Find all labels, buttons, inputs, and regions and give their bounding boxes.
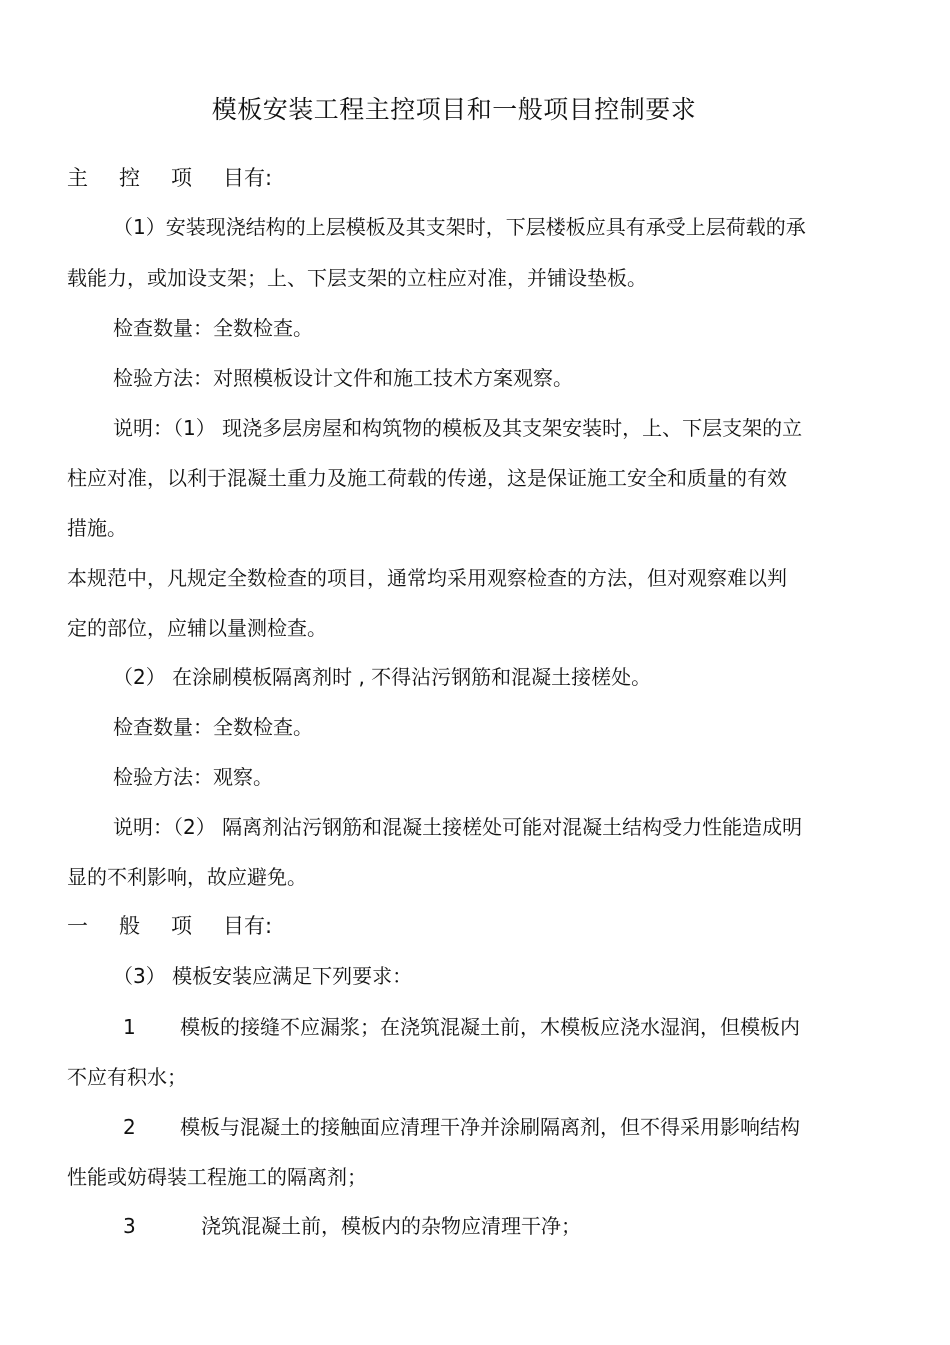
- heading-char: 目有:: [223, 166, 273, 190]
- heading-char: 项: [171, 914, 192, 938]
- item-2-line-1: 模板与混凝土的接触面应清理干净并涂刷隔离剂，但不得采用影响结构: [180, 1115, 800, 1139]
- item-2-number: 2: [123, 1115, 136, 1139]
- note-1-line-1: 说明：（1） 现浇多层房屋和构筑物的模板及其支架安装时，上、下层支架的立: [113, 416, 803, 440]
- check-method-1: 检验方法：对照模板设计文件和施工技术方案观察。: [113, 366, 573, 390]
- heading-char: 控: [119, 166, 140, 190]
- item-3-number: 3: [123, 1214, 136, 1238]
- document-title: 模板安装工程主控项目和一般项目控制要求: [211, 95, 697, 124]
- spec-line-1: 本规范中，凡规定全数检查的项目，通常均采用观察检查的方法，但对观察难以判: [67, 566, 787, 590]
- spec-line-2: 定的部位，应辅以量测检查。: [67, 616, 327, 640]
- note-1-line-2: 柱应对准，以利于混凝土重力及施工荷载的传递，这是保证施工安全和质量的有效: [67, 466, 787, 490]
- heading-char: 目有:: [223, 914, 273, 938]
- heading-char: 一: [67, 914, 88, 938]
- general-items-heading: [67, 911, 272, 941]
- item-2-line-2: 性能或妨碍装工程施工的隔离剂；: [67, 1165, 367, 1189]
- paragraph-1-line-2: 载能力，或加设支架；上、下层支架的立柱应对准，并铺设垫板。: [67, 266, 647, 290]
- check-quantity-2: 检查数量：全数检查。: [113, 715, 313, 739]
- heading-char: 般: [119, 914, 140, 938]
- note-2-line-1: 说明：（2） 隔离剂沾污钢筋和混凝土接槎处可能对混凝土结构受力性能造成明: [113, 815, 803, 839]
- heading-char: 项: [171, 166, 192, 190]
- check-method-2: 检验方法：观察。: [113, 765, 273, 789]
- paragraph-1-line-1: （1）安装现浇结构的上层模板及其支架时，下层楼板应具有承受上层荷载的承: [113, 215, 806, 239]
- note-1-line-3: 措施。: [67, 516, 127, 540]
- check-quantity-1: 检查数量：全数检查。: [113, 316, 313, 340]
- note-2-line-2: 显的不利影响，故应避免。: [67, 865, 307, 889]
- heading-char: 主: [67, 166, 88, 190]
- item-1-number: 1: [123, 1015, 136, 1039]
- paragraph-2: （2） 在涂刷模板隔离剂时 , 不得沾污钢筋和混凝土接槎处。: [113, 665, 652, 689]
- item-3-line-1: 浇筑混凝土前，模板内的杂物应清理干净；: [201, 1214, 581, 1238]
- item-1-line-1: 模板的接缝不应漏浆；在浇筑混凝土前，木模板应浇水湿润，但模板内: [180, 1015, 800, 1039]
- item-1-line-2: 不应有积水；: [67, 1065, 187, 1089]
- main-control-heading: [67, 163, 272, 193]
- paragraph-3: （3） 模板安装应满足下列要求：: [113, 964, 413, 988]
